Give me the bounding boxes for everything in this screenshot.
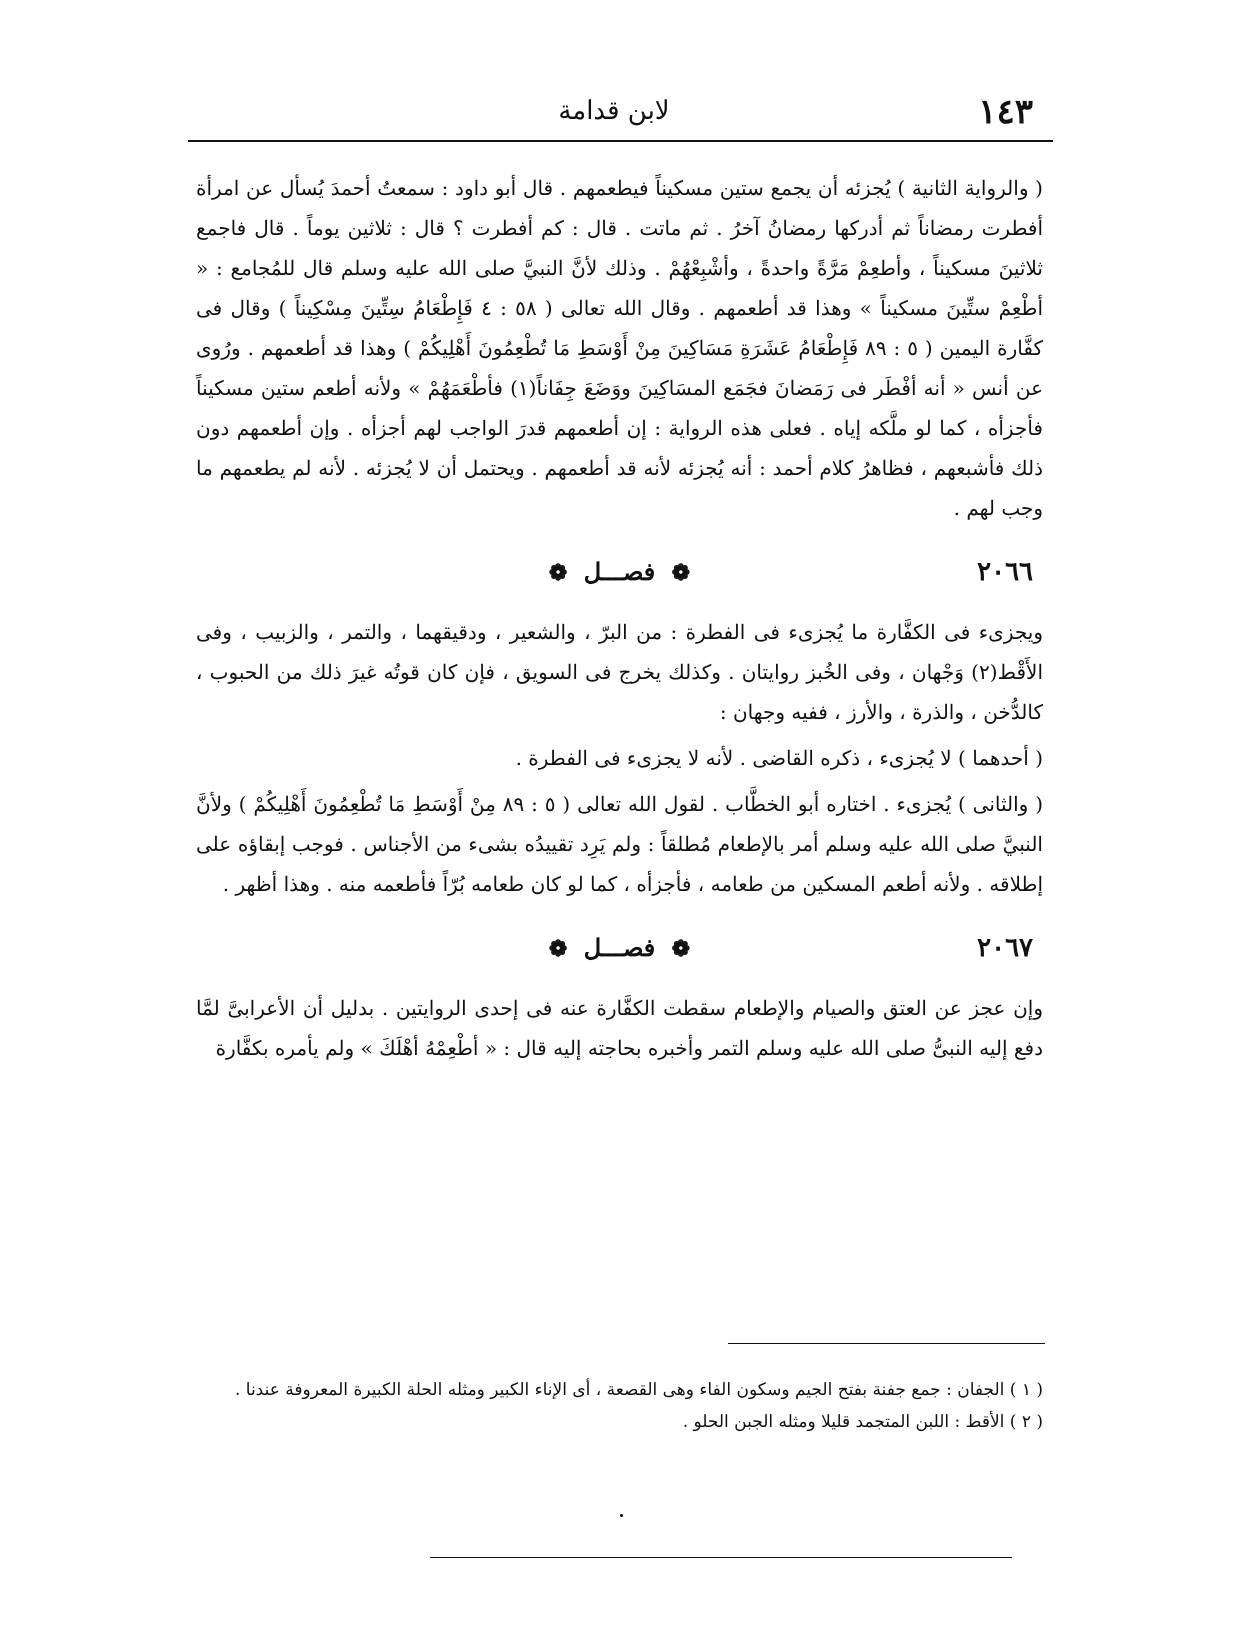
section-heading-2067 xyxy=(196,922,1043,978)
footnote-2: ( ٢ ) الأقط : اللبن المتجمد قليلا ومثله الجبن الحلو . xyxy=(682,1412,1043,1432)
section-title xyxy=(196,552,1043,593)
section-number: ٢٠٦٧ xyxy=(977,933,1033,963)
ornament-icon: ❁ xyxy=(548,936,568,962)
stray-mark xyxy=(620,1514,623,1517)
footnote-rule xyxy=(728,1343,1045,1344)
footnote-1: ( ١ ) الجفان : جمع جفنة بفتح الجيم وسكون الفاء وهى القصعة ، أى الإناء الكبير ومثله الحلة الكبيرة المعروفة عندنا . xyxy=(234,1380,1043,1400)
section-title-text: فصـــل xyxy=(583,557,656,586)
ornament-icon: ❁ xyxy=(671,560,691,586)
section-number: ٢٠٦٦ xyxy=(977,557,1033,587)
paragraph: ( والثانى ) يُجزىء . اختاره أبو الخطَّاب . لقول الله تعالى ( ٥ : ٨٩ مِنْ أَوْسَطِ مَا تُطْعِمُونَ أَهْلِيكُمْ ) ولأنَّ النبيَّ صلى الله عليه وسلم أمر بالإطعام مُطلقاً : ولم يَرِد تقييدُه بشىء من الأجناس . فوجب إبقاؤه على إطلاقه . ولأنه أطعم المسكين من طعامه ، فأجزأه ، كما لو كان طعامه بُرّاً فأطعمه منه . وهذا أظهر . xyxy=(196,792,1044,896)
section-title xyxy=(196,928,1043,969)
paragraph: ( أحدهما ) لا يُجزىء ، ذكره القاضى . لأنه لا يجزىء فى الفطرة . xyxy=(515,746,1043,770)
footnotes xyxy=(196,1374,1043,1438)
paragraph: ( والرواية الثانية ) يُجزئه أن يجمع ستين مسكيناً فيطعمهم . قال أبو داود : سمعتُ أحمدَ يُسأل عن امرأة أفطرت رمضاناً ثم أدركها رمضانُ آخرُ . ثم ماتت . قال : كم أفطرت ؟ قال : ثلاثين يوماً . قال فاجمع ثلاثينَ مسكيناً ، وأطعِمْ مَرَّةً واحدةً ، وأشْبِعْهُمْ . وذلك لأنَّ النبيَّ صلى الله عليه وسلم قال للمُجامع : « أطْعِمْ ستِّينَ مسكيناً » وهذا قد أطعمهم . وقال الله تعالى ( ٥٨ : ٤ فَإِطْعَامُ سِتِّينَ مِسْكِيناً ) وقال فى كفَّارة اليمين ( ٥ : ٨٩ فَإِطْعَامُ عَشَرَةِ مَسَاكِينَ مِنْ أَوْسَطِ مَا تُطْعِمُونَ أَهْلِيكُمْ ) وهذا قد أطعمهم . ورُوى عن أنس « أنه أفْطَر فى رَمَضانَ فجَمَع المسَاكِينَ ووَضَعَ جِفَاناً(١) فأطْعَمَهُمْ » ولأنه أطعم ستين مسكيناً فأجزأه ، كما لو ملَّكه إياه . فعلى هذه الرواية : إن أطعمهم قدرَ الواجب لهم أجزأه . وإن أطعمهم دون ذلك فأشبعهم ، فظاهرُ كلام أحمد : أنه يُجزئه لأنه قد أطعمهم . ويحتمل أن لا يُجزئه . لأنه لم يطعمهم ما وجب لهم . xyxy=(196,176,1043,520)
running-title: لابن قدامة xyxy=(558,96,670,126)
section-heading-2066 xyxy=(196,546,1043,602)
header-rule xyxy=(188,140,1053,142)
paragraph: وإن عجز عن العتق والصيام والإطعام سقطت الكفَّارة عنه فى إحدى الروايتين . بدليل أن الأعرابىَّ لمَّا دفع إليه النبىُّ صلى الله عليه وسلم التمر وأخبره بحاجته إليه قال : « أطْعِمْهُ أهْلَكَ » ولم يأمره بكفَّارة xyxy=(196,996,1043,1060)
bottom-rule xyxy=(430,1557,1012,1558)
ornament-icon: ❁ xyxy=(548,560,568,586)
page-number: ١٤٣ xyxy=(978,92,1033,132)
ornament-icon: ❁ xyxy=(671,936,691,962)
running-head xyxy=(195,92,1033,138)
main-text xyxy=(196,168,1043,1074)
section-title-text: فصـــل xyxy=(583,933,656,962)
paragraph: ويجزىء فى الكفَّارة ما يُجزىء فى الفطرة : من البرّ ، والشعير ، ودقيقهما ، والتمر ، والزبيب ، وفى الأَقْط(٢) وَجْهان ، وفى الخُبز روايتان . وكذلك يخرج فى السويق ، فإن كان قوتُه غيرَ ذلك من الحبوب ، كالدُّخن ، والذرة ، والأرز ، ففيه وجهان : xyxy=(196,620,1043,724)
